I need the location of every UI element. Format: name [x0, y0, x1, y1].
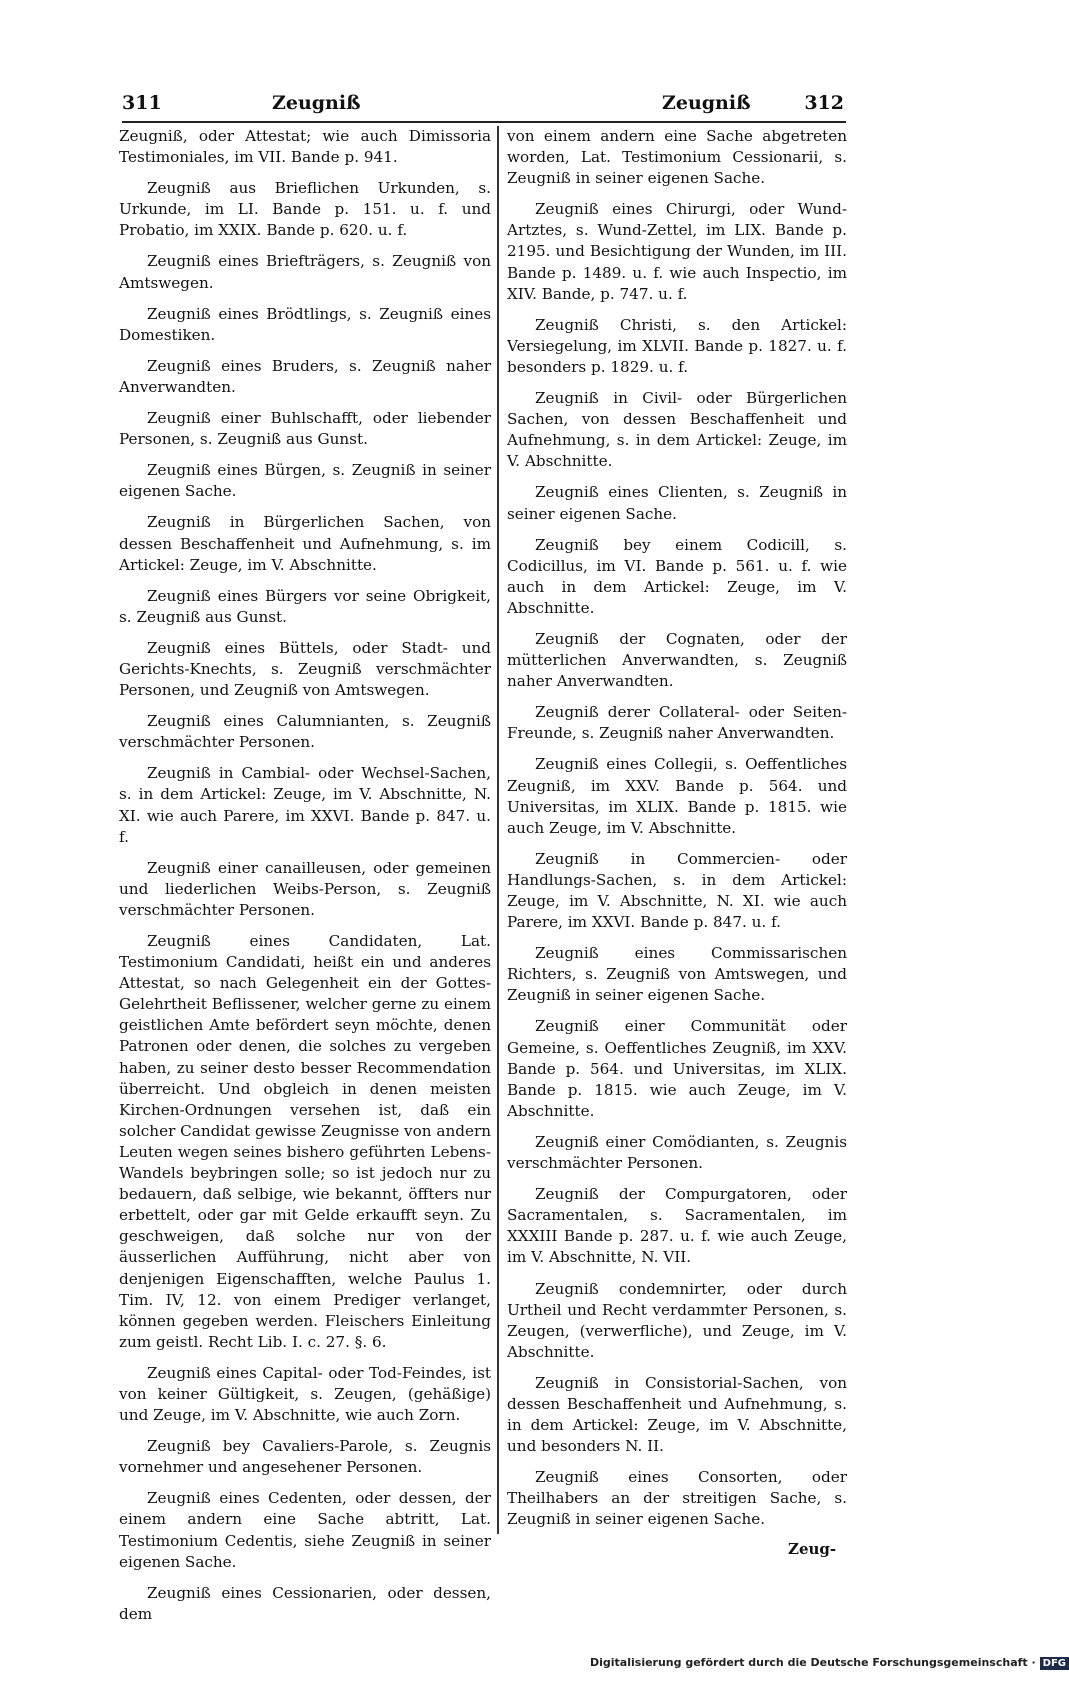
dictionary-entry: Zeugniß einer canailleusen, oder gemeinen und liederlichen Weibs-Person, s. Zeugniß verschmächter Personen. — [119, 858, 491, 919]
dictionary-entry: Zeugniß eines Commissarischen Richters, s. Zeugniß von Amtswegen, und Zeugniß in seiner eigenen Sache. — [507, 944, 847, 1005]
dictionary-entry: Zeugniß einer Buhlschafft, oder liebender Personen, s. Zeugniß aus Gunst. — [119, 409, 491, 449]
dictionary-entry: Zeugniß condemnirter, oder durch Urtheil und Recht verdammter Personen, s. Zeugen, (verwerfliche), und Zeuge, im V. Abschnitte. — [507, 1279, 847, 1361]
dictionary-entry: Zeugniß eines Clienten, s. Zeugniß in seiner eigenen Sache. — [507, 483, 847, 523]
dictionary-entry: Zeugniß der Compurgatoren, oder Sacramentalen, s. Sacramentalen, im XXXIII Bande p. 287. u. f. wie auch Zeuge, im V. Abschnitte, N. VII. — [507, 1185, 847, 1267]
right-column — [507, 126, 847, 1541]
dictionary-entry: Zeugniß eines Collegii, s. Oeffentliches Zeugniß, im XXV. Bande p. 564. und Universitas, im XLIX. Bande p. 1815. wie auch Zeuge, im V. Abschnitte. — [507, 755, 847, 837]
dfg-logo: DFG — [1040, 1657, 1069, 1670]
left-running-head: Zeugniß — [272, 92, 361, 114]
dictionary-entry: Zeugniß in Commercien- oder Handlungs-Sachen, s. in dem Artickel: Zeuge, im V. Abschnitte, N. XI. wie auch Parere, im XXVI. Bande p. 847. u. f. — [507, 849, 847, 932]
dictionary-entry: Zeugniß in Cambial- oder Wechsel-Sachen, s. in dem Artickel: Zeuge, im V. Abschnitte, N. XI. wie auch Parere, im XXVI. Bande p. 847. u. f. — [119, 764, 491, 846]
dictionary-entry: Zeugniß eines Brödtlings, s. Zeugniß eines Domestiken. — [119, 304, 491, 344]
dictionary-entry: Zeugniß der Cognaten, oder der mütterlichen Anverwandten, s. Zeugniß naher Anverwandten. — [507, 629, 847, 691]
dictionary-entry: Zeugniß einer Communität oder Gemeine, s. Oeffentliches Zeugniß, im XXV. Bande p. 564. und Universitas, im XLIX. Bande p. 1815. wie auch Zeuge, im V. Abschnitte. — [507, 1017, 847, 1120]
dictionary-entry: Zeugniß eines Calumnianten, s. Zeugniß verschmächter Personen. — [119, 712, 491, 752]
dictionary-entry: Zeugniß derer Collateral- oder Seiten-Freunde, s. Zeugniß naher Anverwandten. — [507, 703, 847, 743]
dictionary-entry: Zeugniß einer Comödianten, s. Zeugnis verschmächter Personen. — [507, 1132, 847, 1173]
dictionary-entry: Zeugniß eines Chirurgi, oder Wund-Artztes, s. Wund-Zettel, im LIX. Bande p. 2195. und Besichtigung der Wunden, im III. Bande p. 1489. u. f. wie auch Inspectio, im XIV. Bande, p. 747. u. f. — [507, 200, 847, 303]
dictionary-entry: Zeugniß eines Bürgers vor seine Obrigkeit, s. Zeugniß aus Gunst. — [119, 586, 491, 626]
left-column — [119, 126, 491, 1635]
dictionary-entry: Zeugniß eines Cessionarien, oder dessen, dem — [119, 1583, 491, 1623]
dictionary-entry: Zeugniß eines Bruders, s. Zeugniß naher Anverwandten. — [119, 356, 491, 396]
left-page-number: 311 — [122, 92, 162, 114]
right-running-head: Zeugniß — [662, 92, 751, 114]
dictionary-entry: Zeugniß eines Consorten, oder Theilhabers an der streitigen Sache, s. Zeugniß in seiner eigenen Sache. — [507, 1468, 847, 1529]
dictionary-entry: Zeugniß bey einem Codicill, s. Codicillus, im VI. Bande p. 561. u. f. wie auch in dem Artickel: Zeuge, im V. Abschnitte. — [507, 535, 847, 617]
dictionary-entry: Zeugniß eines Capital- oder Tod-Feindes, ist von keiner Gültigkeit, s. Zeugen, (gehäßige) und Zeuge, im V. Abschnitte, wie auch Zorn. — [119, 1363, 491, 1425]
dictionary-entry: Zeugniß in Bürgerlichen Sachen, von dessen Beschaffenheit und Aufnehmung, s. im Artickel: Zeuge, im V. Abschnitte. — [119, 513, 491, 574]
catchword: Zeug- — [788, 1540, 837, 1558]
dictionary-entry: Zeugniß bey Cavaliers-Parole, s. Zeugnis vornehmer und angesehener Personen. — [119, 1437, 491, 1477]
dictionary-entry: Zeugniß eines Briefträgers, s. Zeugniß von Amtswegen. — [119, 252, 491, 292]
dictionary-entry: von einem andern eine Sache abgetreten worden, Lat. Testimonium Cessionarii, s. Zeugniß in seiner eigenen Sache. — [507, 127, 847, 188]
right-page-number: 312 — [804, 92, 844, 114]
column-divider — [497, 126, 499, 1534]
dictionary-entry: Zeugniß in Civil- oder Bürgerlichen Sachen, von dessen Beschaffenheit und Aufnehmung, s. in dem Artickel: Zeuge, im V. Abschnitte. — [507, 389, 847, 471]
dictionary-entry: Zeugniß eines Büttels, oder Stadt- und Gerichts-Knechts, s. Zeugniß verschmächter Personen, und Zeugniß von Amtswegen. — [119, 638, 491, 700]
dictionary-entry: Zeugniß in Consistorial-Sachen, von dessen Beschaffenheit und Aufnehmung, s. in dem Artickel: Zeuge, im V. Abschnitte, und besonders N. II. — [507, 1373, 847, 1456]
credit-text: Digitalisierung gefördert durch die Deutsche Forschungsgemeinschaft · — [590, 1656, 1036, 1669]
dictionary-entry: Zeugniß, oder Attestat; wie auch Dimissoria Testimoniales, im VII. Bande p. 941. — [119, 127, 491, 167]
dictionary-entry: Zeugniß eines Bürgen, s. Zeugniß in seiner eigenen Sache. — [119, 461, 491, 501]
dictionary-entry: Zeugniß eines Cedenten, oder dessen, der einem andern eine Sache abtritt, Lat. Testimonium Cedentis, siehe Zeugniß in seiner eigenen Sache. — [119, 1489, 491, 1571]
digitization-credit — [590, 1656, 1069, 1670]
dictionary-entry: Zeugniß aus Brieflichen Urkunden, s. Urkunde, im LI. Bande p. 151. u. f. und Probatio, im XXIX. Bande p. 620. u. f. — [119, 179, 491, 240]
dictionary-entry: Zeugniß Christi, s. den Artickel: Versiegelung, im XLVII. Bande p. 1827. u. f. besonders p. 1829. u. f. — [507, 315, 847, 376]
dictionary-entry: Zeugniß eines Candidaten, Lat. Testimonium Candidati, heißt ein und anderes Attestat, so nach Gelegenheit ein der Gottes-Gelehrtheit Beflissener, welcher gerne zu einem geistlichen Amte befördert seyn möchte, denen Patronen oder denen, die solches zu vergeben haben, zu seiner desto besser Recommendation überreicht. Und obgleich in denen meisten Kirchen-Ordnungen versehen ist, daß ein solcher Candidat gewisse Zeugnisse von andern Leuten wegen seines bishero geführten Lebens-Wandels beybringen solle; so ist jedoch nur zu bedauern, daß selbige, wie bekannt, öffters nur erbettelt, oder gar mit Gelde erkaufft seyn. Zu geschweigen, daß solche nur von der äusserlichen Aufführung, nicht aber von denjenigen Eigenschafften, welche Paulus 1. Tim. IV, 12. von einem Prediger verlanget, können gegeben werden. Fleischers Einleitung zum geistl. Recht Lib. I. c. 27. §. 6. — [119, 932, 491, 1351]
running-header — [122, 92, 844, 118]
header-rule — [122, 121, 846, 123]
